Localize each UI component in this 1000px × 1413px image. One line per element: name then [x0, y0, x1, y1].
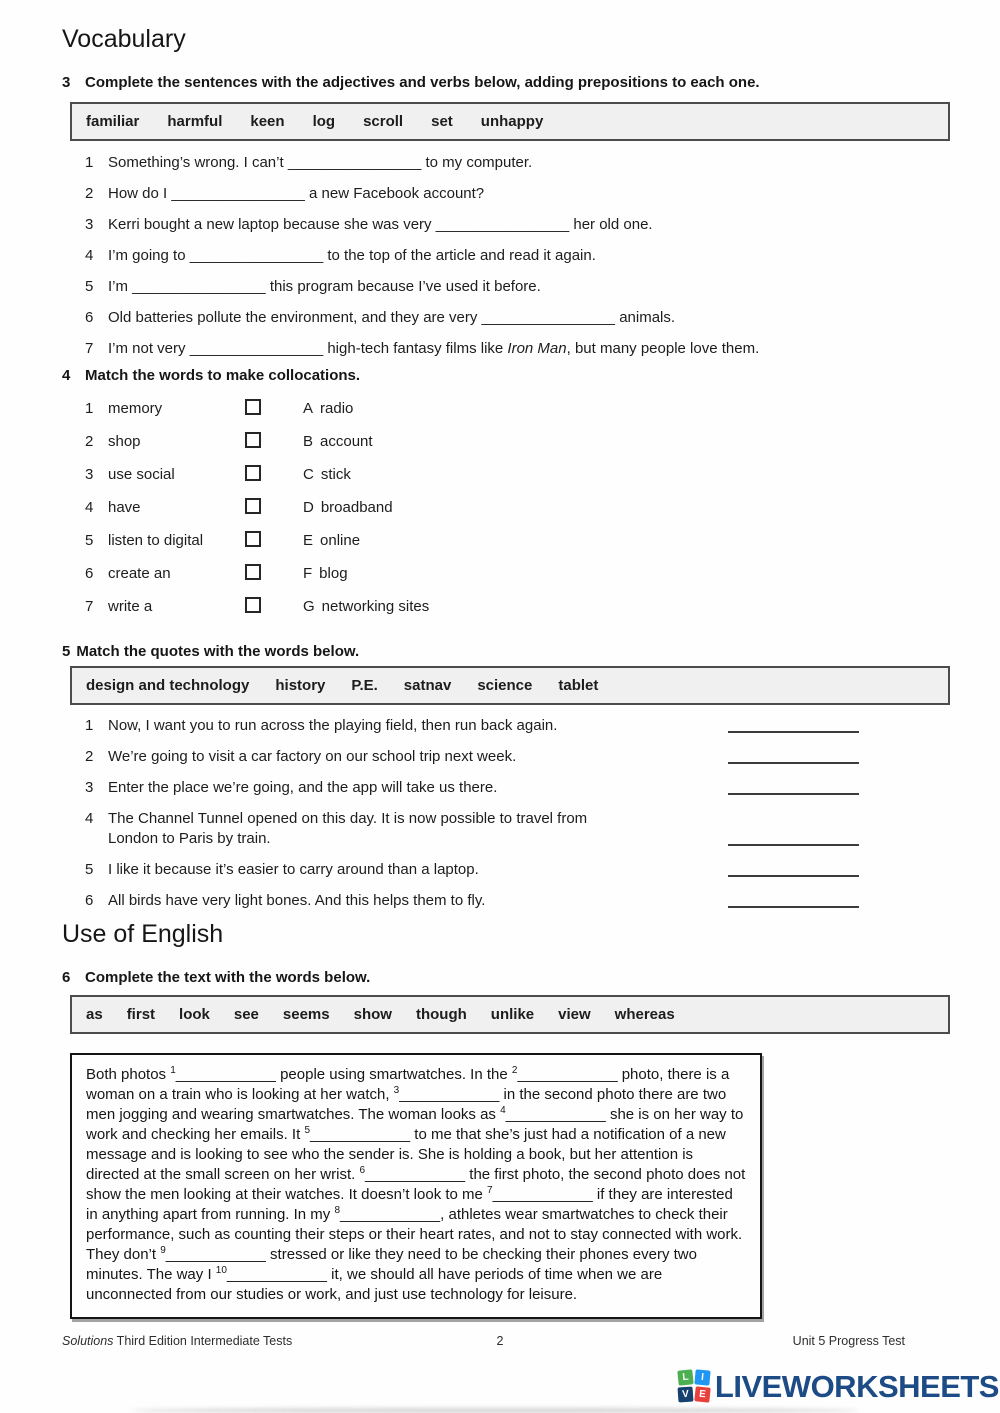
option-letter: F — [303, 565, 313, 582]
exercise-number: 3 — [62, 74, 71, 91]
item-number: 2 — [85, 433, 94, 450]
item-number: 7 — [85, 340, 94, 357]
exercise-number: 6 — [62, 969, 71, 986]
exercise4-heading — [62, 366, 1000, 385]
item-number: 5 — [85, 861, 94, 878]
quote-text: I like it because it’s easier to carry around than a laptop. — [108, 861, 479, 878]
word-bank-item: unhappy — [480, 113, 544, 130]
word-bank-item: familiar — [86, 113, 140, 130]
option-letter: D — [303, 499, 314, 516]
collocation-left-word: shop — [108, 433, 141, 450]
answer-line[interactable] — [728, 793, 859, 795]
collocation-option — [303, 597, 429, 616]
numbered-blank[interactable]: $^2$____________ — [511, 1065, 618, 1083]
word-bank-item: history — [275, 677, 326, 694]
answer-line[interactable] — [728, 906, 859, 908]
exercise-instruction: Complete the sentences with the adjectives and verbs below, adding prepositions to each one. — [85, 74, 760, 91]
item-number: 4 — [85, 499, 94, 516]
vocabulary-heading: Vocabulary — [62, 25, 186, 53]
quote-item — [85, 860, 875, 880]
word-bank-item: P.E. — [351, 677, 378, 694]
exercise3-sentences — [85, 153, 1000, 358]
item-number: 4 — [85, 247, 94, 264]
sentence-text: I’m ________________ this program because I’ve used it before. — [108, 278, 541, 295]
option-word: radio — [320, 400, 354, 417]
word-bank-item: keen — [250, 113, 285, 130]
exercise6-heading — [62, 968, 1000, 987]
match-checkbox[interactable] — [245, 564, 261, 580]
match-checkbox[interactable] — [245, 597, 261, 613]
word-bank-item: design and technology — [86, 677, 250, 694]
answer-blank[interactable]: ________________ — [435, 216, 570, 233]
item-number: 2 — [85, 185, 94, 202]
numbered-blank[interactable]: $^4$____________ — [500, 1105, 606, 1123]
option-word: networking sites — [321, 598, 430, 615]
exercise5-quotes — [85, 716, 875, 911]
exercise-instruction: Complete the text with the words below. — [85, 969, 371, 986]
word-bank-item: log — [312, 113, 336, 130]
option-word: broadband — [320, 499, 393, 516]
italic-text: Iron Man — [507, 340, 567, 357]
word-bank-item: show — [353, 1006, 392, 1023]
option-letter: A — [303, 400, 314, 417]
footer-series-title: Solutions — [62, 1334, 114, 1348]
option-word: account — [320, 433, 373, 450]
answer-line[interactable] — [728, 762, 859, 764]
sentence-item — [85, 215, 1000, 234]
numbered-blank[interactable]: $^5$____________ — [304, 1125, 411, 1143]
item-number: 6 — [85, 565, 94, 582]
sentence-text: Kerri bought a new laptop because she was very ________________ her old one. — [108, 216, 653, 233]
answer-line[interactable] — [728, 875, 859, 877]
option-word: blog — [319, 565, 348, 582]
sentence-item — [85, 184, 1000, 203]
numbered-blank[interactable]: $^6$____________ — [359, 1165, 466, 1183]
word-bank-item: though — [415, 1006, 467, 1023]
collocation-option — [303, 531, 360, 550]
word-bank-item: look — [179, 1006, 210, 1023]
numbered-blank[interactable]: $^7$____________ — [487, 1185, 593, 1203]
item-number: 1 — [85, 154, 94, 171]
sentence-text: I’m not very ________________ high-tech fantasy films like Iron Man, but many people love them. — [108, 340, 760, 357]
collocation-option — [303, 465, 351, 484]
exercise4-collocations — [85, 399, 1000, 616]
collocation-option — [303, 432, 373, 451]
exercise6-word-bank — [70, 995, 950, 1034]
collocation-row — [85, 597, 1000, 616]
use-of-english-heading: Use of English — [62, 920, 224, 948]
answer-line[interactable] — [728, 844, 859, 846]
exercise-number: 4 — [62, 367, 71, 384]
collocation-left-word: have — [108, 499, 141, 516]
sentence-text: Something’s wrong. I can’t ________________ to my computer. — [108, 154, 533, 171]
logo-tile-e: E — [694, 1386, 710, 1402]
item-number: 6 — [85, 892, 94, 909]
quote-text: Enter the place we’re going, and the app will take us there. — [108, 779, 498, 796]
quote-item — [85, 747, 875, 767]
page-number: 2 — [496, 1334, 504, 1348]
match-checkbox[interactable] — [245, 432, 261, 448]
liveworksheets-icon — [678, 1370, 710, 1402]
quote-text: The Channel Tunnel opened on this day. It is now possible to travel from London to Paris by train. — [108, 810, 588, 847]
option-letter: G — [303, 598, 315, 615]
quote-item — [85, 891, 875, 911]
quote-text: All birds have very light bones. And this helps them to fly. — [108, 892, 486, 909]
liveworksheets-logo[interactable] — [678, 1370, 999, 1402]
numbered-blank[interactable]: $^9$____________ — [160, 1245, 266, 1263]
collocation-row — [85, 465, 1000, 484]
word-bank-item: seems — [282, 1006, 330, 1023]
exercise5-heading — [62, 642, 1000, 661]
collocation-row — [85, 531, 1000, 550]
numbered-blank[interactable]: $^3$____________ — [393, 1085, 500, 1103]
option-letter: E — [303, 532, 314, 549]
answer-blank[interactable]: ________________ — [171, 185, 305, 202]
exercise-instruction: Match the words to make collocations. — [85, 367, 361, 384]
collocation-left-word: write a — [108, 598, 153, 615]
quote-text: We’re going to visit a car factory on our school trip next week. — [108, 748, 517, 765]
word-bank-item: harmful — [167, 113, 223, 130]
sentence-item — [85, 277, 1000, 296]
collocation-row — [85, 432, 1000, 451]
option-letter: B — [303, 433, 314, 450]
numbered-blank[interactable]: $^1$____________ — [170, 1065, 276, 1083]
exercise6-gap-fill-text: Both photos $^1$____________ people using smartwatches. In the $^2$____________ photo, there is a woman on a train who is looking at her watch, $^3$____________ in the second photo there are two men jogging and wearing smartwatches. The woman looks as $^4$____________ she is on her way to work and checking her emails. It $^5$____________ to me that she’s just had a notification of a new message and is looking to see who the sender is. She is holding a book, but her attention is directed at the small screen on her wrist. $^6$____________ the first photo, the second photo does not show the men looking at their watches. It doesn’t look to me $^7$____________ if they are interested in anything apart from running. In my $^8$____________, athletes wear smartwatches to check their performance, such as counting their steps or their heart rates, and not to stay connected with work. They don’t $^9$____________ stressed or like they need to be checking their phones every two minutes. The way I $^{10}$____________ it, we should all have periods of time when we are unconnected from our studies or work, and just use technology for leisure. — [70, 1053, 762, 1319]
answer-line[interactable] — [728, 731, 859, 733]
sentence-item — [85, 308, 1000, 327]
word-bank-item: see — [233, 1006, 259, 1023]
word-bank-item: tablet — [558, 677, 599, 694]
word-bank-item: as — [86, 1006, 103, 1023]
collocation-left-word: memory — [108, 400, 163, 417]
footer-book-title: Solutions Third Edition Intermediate Tests — [62, 1334, 293, 1348]
sentence-text: I’m going to ________________ to the top of the article and read it again. — [108, 247, 596, 264]
exercise-number: 5 — [62, 643, 71, 660]
sentence-item — [85, 246, 1000, 265]
item-number: 5 — [85, 532, 94, 549]
item-number: 6 — [85, 309, 94, 326]
collocation-option — [303, 498, 393, 517]
option-word: online — [320, 532, 361, 549]
answer-blank[interactable]: ________________ — [287, 154, 422, 171]
quote-item — [85, 778, 875, 798]
word-bank-item: whereas — [614, 1006, 675, 1023]
word-bank-item: unlike — [490, 1006, 535, 1023]
collocation-option — [303, 564, 348, 583]
collocation-option — [303, 399, 353, 418]
item-number: 2 — [85, 748, 94, 765]
word-bank-item: satnav — [403, 677, 452, 694]
item-number: 3 — [85, 216, 94, 233]
quote-text: Now, I want you to run across the playing field, then run back again. — [108, 717, 558, 734]
option-word: stick — [320, 466, 351, 483]
match-checkbox[interactable] — [245, 498, 261, 514]
match-checkbox[interactable] — [245, 465, 261, 481]
footer-test-title: Unit 5 Progress Test — [792, 1334, 905, 1348]
quote-item — [85, 809, 875, 849]
collocation-left-word: listen to digital — [108, 532, 204, 549]
match-checkbox[interactable] — [245, 531, 261, 547]
sentence-text: How do I ________________ a new Facebook account? — [108, 185, 485, 202]
sentence-item — [85, 339, 1000, 358]
exercise3-heading — [62, 73, 1000, 92]
sentence-text: Old batteries pollute the environment, and they are very ________________ animals. — [108, 309, 676, 326]
answer-blank[interactable]: ________________ — [132, 278, 266, 295]
answer-blank[interactable]: ________________ — [189, 247, 324, 264]
match-checkbox[interactable] — [245, 399, 261, 415]
scan-artifact — [130, 1408, 860, 1413]
word-bank-item: view — [558, 1006, 591, 1023]
item-number: 3 — [85, 779, 94, 796]
collocation-row — [85, 564, 1000, 583]
collocation-left-word: create an — [108, 565, 171, 582]
answer-blank[interactable]: ________________ — [481, 309, 616, 326]
word-bank-item: first — [126, 1006, 156, 1023]
item-number: 1 — [85, 717, 94, 734]
word-bank-item: set — [431, 113, 453, 130]
logo-tile-v: V — [677, 1386, 693, 1402]
numbered-blank[interactable]: $^8$____________ — [334, 1205, 441, 1223]
answer-blank[interactable]: ________________ — [189, 340, 324, 357]
liveworksheets-wordmark: LIVEWORKSHEETS — [714, 1368, 999, 1404]
word-bank-item: science — [477, 677, 533, 694]
word-bank-item: scroll — [363, 113, 404, 130]
option-letter: C — [303, 466, 314, 483]
item-number: 5 — [85, 278, 94, 295]
exercise5-word-bank — [70, 666, 950, 705]
item-number: 7 — [85, 598, 94, 615]
item-number: 1 — [85, 400, 94, 417]
item-number: 4 — [85, 810, 94, 827]
exercise-instruction: Match the quotes with the words below. — [76, 643, 360, 660]
logo-tile-i: I — [694, 1369, 710, 1385]
logo-tile-l: L — [677, 1369, 693, 1385]
collocation-left-word: use social — [108, 466, 175, 483]
sentence-item — [85, 153, 1000, 172]
quote-item — [85, 716, 875, 736]
item-number: 3 — [85, 466, 94, 483]
page-footer — [0, 1334, 1000, 1350]
collocation-row — [85, 498, 1000, 517]
exercise3-word-bank — [70, 102, 950, 141]
numbered-blank[interactable]: $^{10}$____________ — [215, 1265, 328, 1283]
collocation-row — [85, 399, 1000, 418]
